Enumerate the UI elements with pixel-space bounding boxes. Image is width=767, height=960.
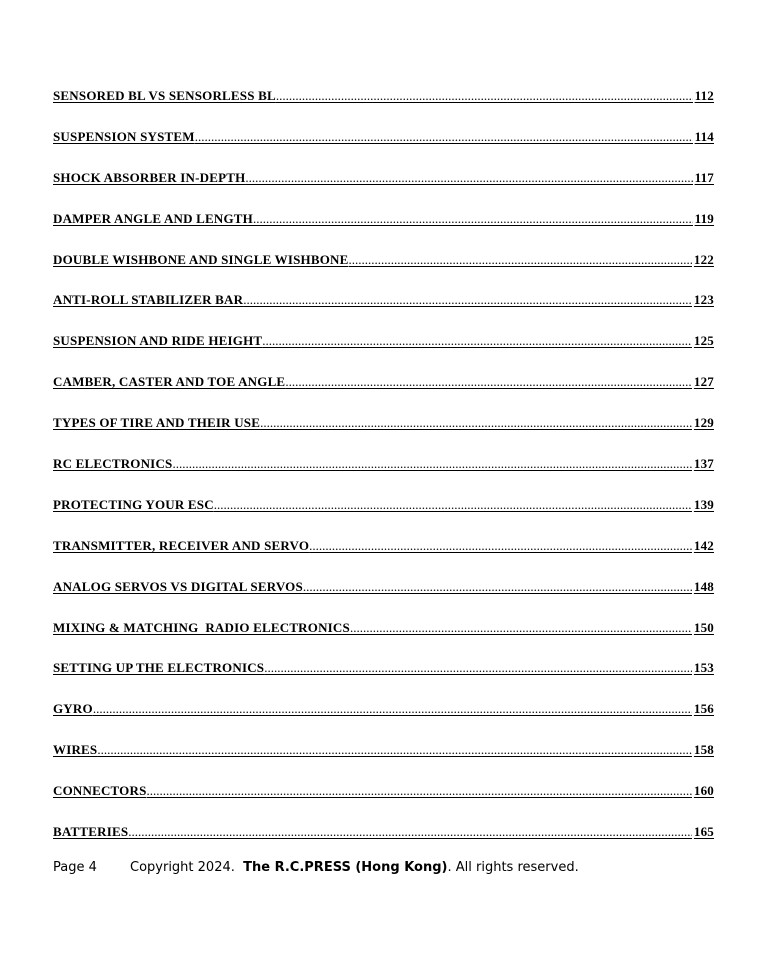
toc-dot-leader: [243, 292, 692, 308]
toc-dot-leader: [309, 538, 692, 554]
toc-dot-leader: [349, 252, 692, 268]
page-footer: [53, 860, 579, 875]
toc-link[interactable]: [53, 783, 714, 799]
toc-link[interactable]: [53, 538, 714, 554]
toc-dot-leader: [147, 783, 692, 799]
toc-entry-page: 165: [693, 824, 714, 840]
toc-entry-title: SHOCK ABSORBER IN-DEPTH: [53, 169, 246, 185]
toc-link[interactable]: [53, 620, 714, 636]
toc-link[interactable]: [53, 660, 714, 676]
toc-entry-title: BATTERIES: [53, 824, 129, 840]
toc-entry-page: 160: [693, 783, 714, 799]
toc-link[interactable]: [53, 742, 714, 758]
toc-entry-page: 112: [694, 88, 714, 103]
toc-entry: [53, 620, 714, 661]
toc-link[interactable]: [53, 88, 714, 104]
toc-entry: [53, 333, 714, 374]
toc-entry-page: 148: [693, 578, 714, 594]
toc-entry-page: 129: [693, 415, 714, 431]
footer-page-number: Page 4: [53, 860, 97, 875]
toc-entry-page: 125: [693, 333, 714, 349]
toc-entry-title: DOUBLE WISHBONE AND SINGLE WISHBONE: [53, 251, 349, 267]
toc-link[interactable]: [53, 497, 714, 513]
toc-entry-page: 139: [693, 496, 714, 512]
toc-entry-title: SETTING UP THE ELECTRONICS: [53, 660, 265, 676]
toc-dot-leader: [276, 88, 693, 104]
toc-entry-title: MIXING & MATCHING RADIO ELECTRONICS: [53, 619, 350, 635]
toc-link[interactable]: [53, 701, 714, 717]
toc-dot-leader: [172, 456, 691, 472]
toc-entry-page: 119: [694, 210, 714, 226]
toc-entry-title: SUSPENSION SYSTEM: [53, 128, 195, 144]
toc-dot-leader: [97, 742, 692, 758]
toc-entry: [53, 170, 714, 211]
toc-entry-title: GYRO: [53, 701, 93, 717]
toc-dot-leader: [214, 497, 692, 513]
toc-entry-title: ANTI-ROLL STABILIZER BAR: [53, 292, 244, 308]
toc-dot-leader: [128, 824, 692, 840]
toc-dot-leader: [93, 701, 692, 717]
toc-entry-title: CAMBER, CASTER AND TOE ANGLE: [53, 374, 286, 390]
toc-entry-page: 156: [693, 701, 714, 717]
toc-entry: [53, 783, 714, 824]
toc-entry: [53, 742, 714, 783]
toc-entry-page: 123: [693, 292, 714, 308]
toc-entry-title: PROTECTING YOUR ESC: [53, 496, 214, 512]
toc-entry: [53, 538, 714, 579]
toc-entry-title: ANALOG SERVOS VS DIGITAL SERVOS: [53, 578, 303, 594]
toc-entry: [53, 415, 714, 456]
toc-dot-leader: [253, 211, 693, 227]
toc-link[interactable]: [53, 129, 714, 145]
toc-link[interactable]: [53, 456, 714, 472]
toc-link[interactable]: [53, 252, 714, 268]
toc-entry-title: DAMPER ANGLE AND LENGTH: [53, 210, 253, 226]
toc-entry-title: SENSORED BL VS SENSORLESS BL: [53, 88, 276, 103]
toc-dot-leader: [350, 620, 692, 636]
toc-entry-title: TRANSMITTER, RECEIVER AND SERVO: [53, 537, 310, 553]
toc-link[interactable]: [53, 415, 714, 431]
toc-entry: [53, 211, 714, 252]
toc-dot-leader: [195, 129, 693, 145]
toc-entry: [53, 129, 714, 170]
toc-dot-leader: [264, 660, 692, 676]
toc-dot-leader: [260, 415, 692, 431]
toc-entry: [53, 579, 714, 620]
toc-link[interactable]: [53, 292, 714, 308]
toc-entry-page: 137: [693, 456, 714, 472]
toc-entry-page: 153: [693, 660, 714, 676]
toc-entry-page: 150: [693, 619, 714, 635]
toc-entry-page: 117: [694, 169, 714, 185]
toc-link[interactable]: [53, 333, 714, 349]
footer-copyright: Copyright 2024.: [130, 860, 235, 875]
toc-entry-page: 127: [693, 374, 714, 390]
toc-entry: [53, 701, 714, 742]
toc-entry-page: 122: [693, 251, 714, 267]
toc-dot-leader: [303, 579, 692, 595]
toc-entry-title: TYPES OF TIRE AND THEIR USE: [53, 415, 261, 431]
toc-entry-title: WIRES: [53, 742, 98, 758]
toc-entry: [53, 374, 714, 415]
toc-entry-title: RC ELECTRONICS: [53, 456, 173, 472]
toc-entry: [53, 88, 714, 129]
toc-dot-leader: [285, 374, 692, 390]
toc-entry: [53, 497, 714, 538]
toc-entry-title: SUSPENSION AND RIDE HEIGHT: [53, 333, 263, 349]
toc-entry: [53, 456, 714, 497]
toc-link[interactable]: [53, 374, 714, 390]
toc-link[interactable]: [53, 170, 714, 186]
table-of-contents: [53, 88, 714, 865]
toc-entry-page: 142: [693, 537, 714, 553]
toc-entry: [53, 292, 714, 333]
toc-entry-page: 114: [694, 128, 714, 144]
toc-link[interactable]: [53, 824, 714, 840]
toc-entry-title: CONNECTORS: [53, 783, 147, 799]
toc-link[interactable]: [53, 211, 714, 227]
toc-entry: [53, 252, 714, 293]
toc-entry-page: 158: [693, 742, 714, 758]
toc-entry: [53, 824, 714, 865]
footer-brand: The R.C.PRESS (Hong Kong): [243, 860, 448, 875]
footer-rights: . All rights reserved.: [447, 860, 579, 875]
toc-link[interactable]: [53, 579, 714, 595]
toc-dot-leader: [262, 333, 692, 349]
toc-dot-leader: [245, 170, 692, 186]
toc-entry: [53, 660, 714, 701]
